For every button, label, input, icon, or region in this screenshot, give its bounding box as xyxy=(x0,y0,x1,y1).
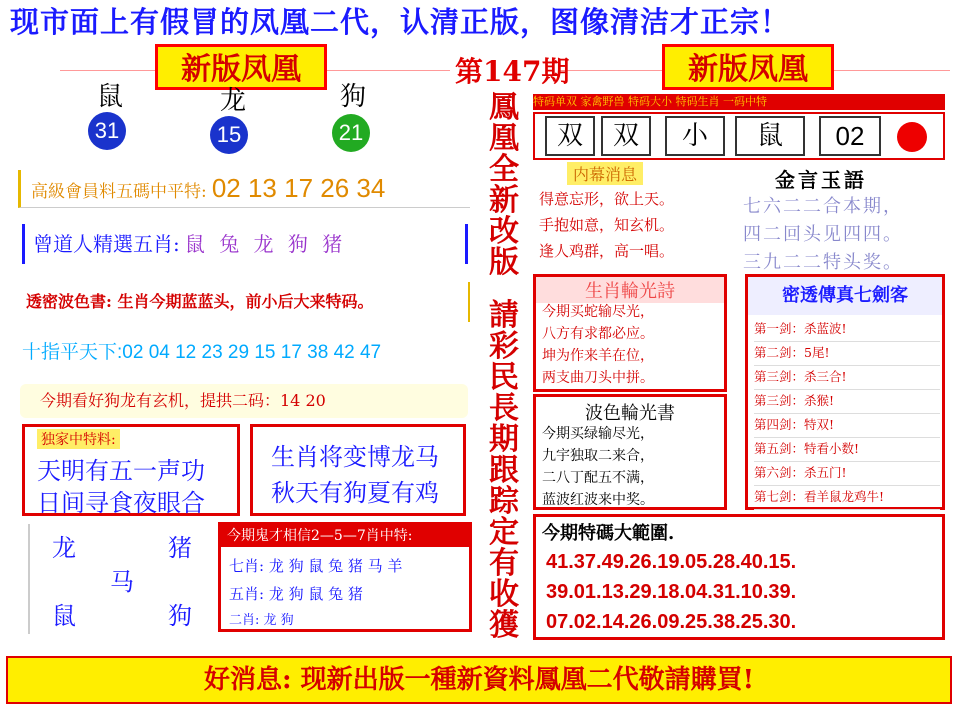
vertical-slogan-1-char-5: 改 xyxy=(489,214,519,249)
draw-cell-3: 小 xyxy=(665,116,725,156)
zodiac-grid xyxy=(28,524,206,634)
special-range-line-2: 39.01.13.29.18.04.31.10.39. xyxy=(546,581,797,603)
draw-cell-4: 鼠 xyxy=(735,116,805,156)
special-range-line-3: 07.02.14.26.09.25.38.25.30. xyxy=(546,611,797,633)
ghost-prediction-box xyxy=(218,522,472,632)
number-ball-3: 21 xyxy=(332,114,370,152)
sword-item-1: 第一剑：杀蓝波! xyxy=(754,317,940,342)
grid-zodiac-top-right: 猪 xyxy=(168,534,192,562)
vertical-slogan-1-char-2: 凰 xyxy=(489,121,519,156)
vertical-slogan-2 xyxy=(485,300,523,641)
grid-zodiac-bottom-left: 鼠 xyxy=(52,602,76,630)
number-ball-1: 31 xyxy=(88,112,126,150)
zodiac-name-3: 狗 xyxy=(340,82,367,112)
vertical-slogan-2-char-10: 收 xyxy=(489,577,519,612)
golden-words-title: 金言玉語 xyxy=(775,168,867,192)
vertical-slogan-1 xyxy=(485,92,523,278)
vertical-slogan-1-char-1: 鳳 xyxy=(489,90,519,125)
daoist-row xyxy=(22,224,468,264)
brand-title-left: 新版凤凰 xyxy=(155,44,327,90)
sword-item-5: 第四剑：特双! xyxy=(754,413,940,438)
issue-number: 第147期 xyxy=(455,55,570,88)
exclusive-line-1: 天明有五一声功 xyxy=(37,457,205,485)
brand-title-right: 新版凤凰 xyxy=(662,44,834,90)
vertical-slogan-1-char-4: 新 xyxy=(489,183,519,218)
zodiac-change-line-1: 生肖将变博龙马 xyxy=(271,443,439,471)
golden-words-box xyxy=(737,162,949,274)
wave-poem-line-1: 今期买绿输尽光， xyxy=(542,426,654,442)
vertical-slogan-2-char-3: 民 xyxy=(489,360,519,395)
daoist-label: 曾道人精選五肖: xyxy=(33,232,180,256)
golden-words-line-1: 七六二二合本期， xyxy=(743,196,903,217)
zodiac-poem-line-1: 今期买蛇输尽光， xyxy=(542,304,654,320)
vertical-slogan-1-char-6: 版 xyxy=(489,245,519,280)
grid-zodiac-bottom-right: 狗 xyxy=(168,602,192,630)
vertical-slogan-2-char-5: 期 xyxy=(489,422,519,457)
vertical-slogan-2-char-8: 定 xyxy=(489,515,519,550)
two-codes-row: 今期看好狗龙有玄机，提拱二码：14 20 xyxy=(20,384,468,418)
zodiac-change-line-2: 秋天有狗夏有鸡 xyxy=(271,479,439,507)
inside-news-line-2: 手抱如意，知玄机。 xyxy=(539,216,675,234)
daoist-value: 鼠 兔 龙 狗 猪 xyxy=(184,232,347,256)
vertical-slogan-2-char-9: 有 xyxy=(489,546,519,581)
ghost-five: 五肖: 龙 狗 鼠 兔 猪 xyxy=(229,585,363,603)
wave-poem-line-4: 蓝波红波来中奖。 xyxy=(542,492,654,508)
grid-zodiac-center: 马 xyxy=(110,568,134,596)
draw-result-row xyxy=(533,112,945,160)
vertical-slogan-2-char-6: 跟 xyxy=(489,453,519,488)
zodiac-poem-line-4: 两支曲刀头中拼。 xyxy=(542,370,654,386)
zodiac-name-1: 鼠 xyxy=(97,82,124,112)
top-banner: 现市面上有假冒的凤凰二代，认清正版，图像清洁才正宗！ xyxy=(10,5,791,39)
inside-news-title: 内幕消息 xyxy=(567,162,643,185)
ghost-title: 今期鬼才相信2—5—7肖中特: xyxy=(221,525,469,547)
zodiac-poem-line-3: 坤为作来羊在位， xyxy=(542,348,654,364)
draw-header-strip: 特码单双 家禽野兽 特码大小 特码生肖 一码中特 xyxy=(533,94,945,110)
sword-item-6: 第五剑：特看小数! xyxy=(754,437,940,462)
sword-item-3: 第三剑：杀三合! xyxy=(754,365,940,390)
draw-cell-1: 双 xyxy=(545,116,595,156)
zodiac-poem-title: 生肖輪光詩 xyxy=(536,277,724,303)
sword-item-8: 第七剑：看羊鼠龙鸡牛! xyxy=(754,485,940,510)
special-range-title: 今期特碼大範圍. xyxy=(542,523,675,544)
wave-poem-line-3: 二八丁配五不满， xyxy=(542,470,654,486)
inside-news-line-1: 得意忘形，欲上天。 xyxy=(539,190,675,208)
number-ball-2: 15 xyxy=(210,116,248,154)
inside-news-box xyxy=(533,162,733,272)
ghost-seven: 七肖: 龙 狗 鼠 兔 猪 马 羊 xyxy=(229,557,403,575)
vertical-slogan-2-char-1: 請 xyxy=(489,298,519,333)
ten-fingers-row: 十指平天下:02 04 12 23 29 15 17 38 42 47 xyxy=(22,342,382,363)
sword-item-4: 第三剑：杀猴! xyxy=(754,389,940,414)
zodiac-poem-box xyxy=(533,274,727,392)
zodiac-name-2: 龙 xyxy=(220,86,247,116)
vertical-slogan-2-char-2: 彩 xyxy=(489,329,519,364)
vertical-slogan-2-char-4: 長 xyxy=(489,391,519,426)
golden-words-line-2: 四二回头见四四。 xyxy=(743,224,903,245)
special-range-box xyxy=(533,514,945,640)
inside-news-line-3: 逢人鸡群，高一唱。 xyxy=(539,242,675,260)
seven-swords-title: 密透傳真七劍客 xyxy=(748,277,942,315)
sword-item-2: 第二剑：5尾! xyxy=(754,341,940,366)
wave-poem-line-2: 九宇独取二来合， xyxy=(542,448,654,464)
grid-zodiac-top-left: 龙 xyxy=(52,534,76,562)
sword-item-7: 第六剑：杀五门! xyxy=(754,461,940,486)
wave-poem-title: 波色輪光書 xyxy=(585,403,675,424)
premium-numbers: 02 13 17 26 34 xyxy=(211,173,386,203)
exclusive-box xyxy=(22,424,240,516)
vertical-slogan-2-char-11: 獲 xyxy=(489,608,519,643)
draw-cell-5: 02 xyxy=(819,116,881,156)
special-range-line-1: 41.37.49.26.19.05.28.40.15. xyxy=(546,551,797,573)
ghost-two: 二肖: 龙 狗 xyxy=(229,613,294,628)
vertical-slogan-1-char-3: 全 xyxy=(489,152,519,187)
exclusive-line-2: 日间寻食夜眼合 xyxy=(37,489,205,517)
premium-row xyxy=(18,170,470,208)
premium-label: 高級會員料五碼中平特: xyxy=(31,182,207,202)
bottom-banner: 好消息: 现新出版一種新資料鳳凰二代敬請購買! xyxy=(6,656,952,704)
golden-words-line-3: 三九二二特头奖。 xyxy=(743,252,903,273)
zodiac-poem-line-2: 八方有求都必应。 xyxy=(542,326,654,342)
wave-poem-box xyxy=(533,394,727,510)
vertical-slogan-2-char-7: 踪 xyxy=(489,484,519,519)
wave-row: 透密波色書: 生肖今期蓝蓝头，前小后大来特码。 xyxy=(20,282,470,322)
exclusive-title: 独家中特料: xyxy=(37,429,120,449)
zodiac-change-poem-box xyxy=(250,424,466,516)
seven-swords-box xyxy=(745,274,945,510)
red-ball-icon xyxy=(897,122,927,152)
draw-cell-2: 双 xyxy=(601,116,651,156)
